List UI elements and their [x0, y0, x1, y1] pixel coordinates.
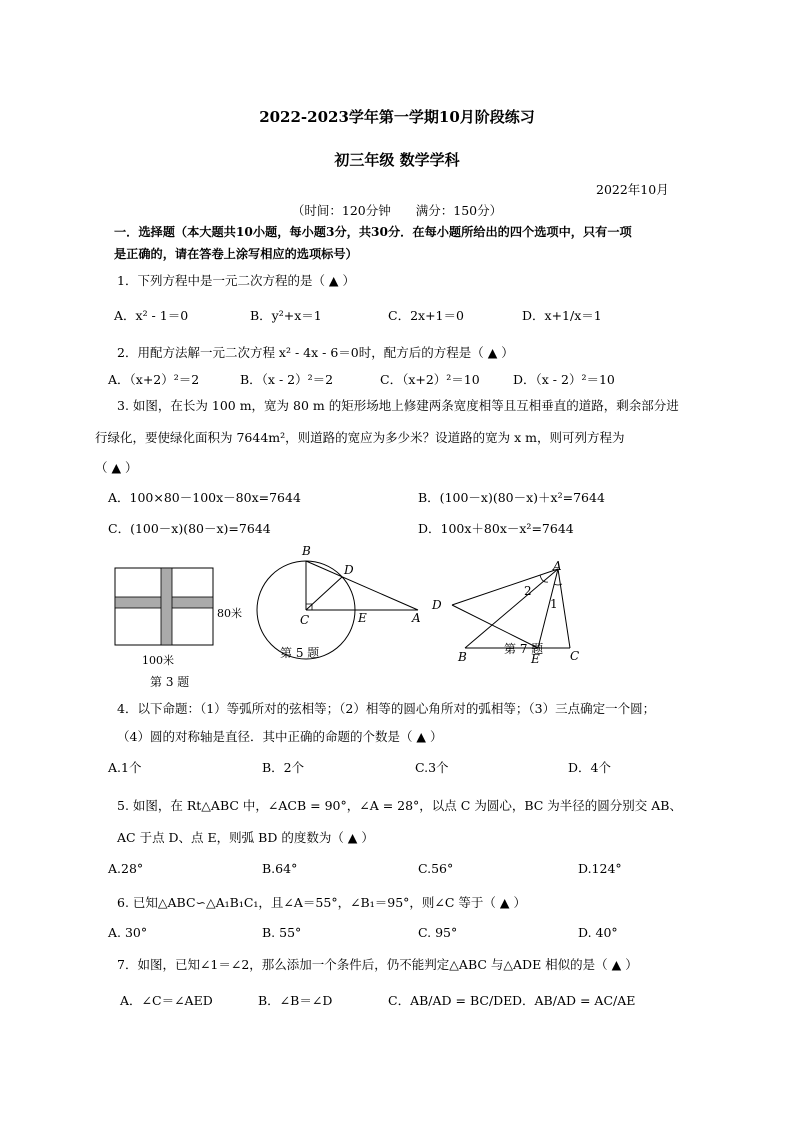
section-heading-line2: 是正确的，请在答卷上涂写相应的选项标号） [114, 247, 358, 261]
q4-option-a: A.1个 [108, 760, 142, 775]
label-b: B [458, 650, 467, 664]
label-e: E [358, 611, 367, 625]
fig3-width-label: 80米 [217, 607, 242, 620]
time-info: （时间：120分钟 满分：150分） [291, 203, 503, 218]
segment-cd [306, 577, 342, 610]
q1-option-b: B．y²+x＝1 [250, 308, 322, 323]
fig5-caption: 第 5 题 [280, 646, 320, 660]
segment-ac [558, 569, 570, 648]
label-a: A [412, 611, 421, 625]
label-a: A [553, 559, 562, 573]
q6-option-d: D. 40° [578, 925, 618, 940]
angle-2-label: 2 [524, 584, 532, 598]
q3-option-d: D．100x＋80x－x²=7644 [418, 521, 574, 536]
q4-line1: 4．以下命题：（1）等弧所对的弦相等；（2）相等的圆心角所对的弧相等；（3）三点确定一个圆； [117, 701, 656, 716]
q3-line1: 3. 如图，在长为 100 m，宽为 80 m 的矩形场地上修建两条宽度相等且互相垂直的道路，剩余部分进 [117, 398, 679, 413]
q5-line1: 5. 如图，在 Rt△ABC 中，∠ACB = 90°，∠A = 28°，以点 C 为圆心，BC 为半径的圆分别交 AB、 [117, 798, 682, 813]
page-title: 2022-2023学年第一学期10月阶段练习 [259, 108, 535, 126]
fig3-length-label: 100米 [142, 654, 174, 667]
q7-option-d: D．AB/AD = AC/AE [512, 993, 636, 1008]
q3-option-a: A．100×80－100x－80x=7644 [108, 490, 301, 505]
q4-option-d: D．4个 [568, 760, 611, 775]
q2-option-d: D．（x - 2）²＝10 [513, 372, 615, 387]
q3-option-b: B．(100－x)(80－x)＋x²=7644 [418, 490, 605, 505]
q6-option-b: B. 55° [262, 925, 302, 940]
angle-1-label: 1 [550, 597, 558, 611]
segment-ba [306, 561, 418, 610]
fig3-caption: 第 3 题 [150, 675, 190, 689]
q5-option-c: C.56° [418, 861, 454, 876]
figure-3 [112, 565, 250, 690]
q5-line2: AC 于点 D、点 E，则弧 BD 的度数为（ ▲ ） [117, 830, 374, 845]
segment-ab [465, 569, 558, 648]
q1-option-a: A．x² - 1＝0 [114, 308, 189, 323]
q5-option-b: B.64° [262, 861, 298, 876]
q2-option-a: A．（x+2）²＝2 [108, 372, 200, 387]
q5-option-a: A.28° [108, 861, 144, 876]
label-d: D [344, 563, 354, 577]
q1-stem: 1．下列方程中是一元二次方程的是（ ▲ ） [117, 273, 356, 288]
exam-date: 2022年10月 [596, 182, 669, 197]
segment-da [452, 569, 558, 605]
q6-option-a: A. 30° [108, 925, 148, 940]
q6-option-c: C. 95° [418, 925, 458, 940]
q7-option-b: B．∠B＝∠D [258, 993, 333, 1008]
fig7-caption: 第 7 题 [504, 642, 544, 656]
q7-option-c: C．AB/AD = BC/DE [388, 993, 513, 1008]
q1-option-c: C．2x+1＝0 [388, 308, 464, 323]
figure-7 [428, 555, 598, 690]
section-heading-line1: 一．选择题（本大题共10小题，每小题3分，共30分．在每小题所给出的四个选项中，只有一项 [114, 225, 632, 239]
angle-1-arc [554, 584, 562, 585]
q3-line3: （ ▲ ） [95, 460, 138, 475]
q5-option-d: D.124° [578, 861, 622, 876]
label-d: D [432, 598, 442, 612]
q7-stem: 7．如图，已知∠1＝∠2，那么添加一个条件后，仍不能判定△ABC 与△ADE 相似的是（ ▲ ） [117, 957, 638, 972]
q2-option-b: B．（x - 2）²＝2 [240, 372, 334, 387]
figure-5 [250, 540, 430, 690]
q2-option-c: C．（x+2）²＝10 [380, 372, 480, 387]
q7-option-a: A．∠C＝∠AED [120, 993, 213, 1008]
label-b: B [302, 544, 311, 558]
q1-option-d: D．x+1/x＝1 [522, 308, 602, 323]
q4-option-c: C.3个 [415, 760, 449, 775]
q4-line2: （4）圆的对称轴是直径．其中正确的命题的个数是（ ▲ ） [117, 729, 443, 744]
label-e: E [531, 652, 540, 666]
q3-line2: 行绿化，要使绿化面积为 7644m²，则道路的宽应为多少米？设道路的宽为 x m，则可列方程为 [95, 430, 625, 445]
q2-stem: 2．用配方法解一元二次方程 x² - 4x - 6＝0时，配方后的方程是（ ▲ ） [117, 345, 514, 360]
vertical-road [161, 568, 172, 645]
q3-option-c: C．(100－x)(80－x)=7644 [108, 521, 271, 536]
page-subtitle: 初三年级 数学学科 [334, 151, 460, 169]
q6-stem: 6. 已知△ABC∽△A₁B₁C₁，且∠A＝55°，∠B₁＝95°，则∠C 等于（ ▲ ） [117, 895, 526, 910]
label-c: C [300, 613, 310, 627]
q4-option-b: B．2个 [262, 760, 305, 775]
label-c: C [570, 649, 580, 663]
